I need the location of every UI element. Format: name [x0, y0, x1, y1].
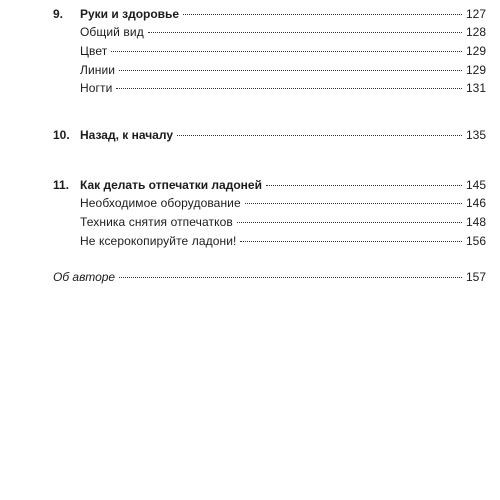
toc-section-row — [0, 43, 500, 59]
page-number: 129 — [465, 44, 486, 58]
section-title: Ногти — [80, 81, 113, 95]
toc-chapter-row — [0, 177, 500, 193]
dot-leader — [119, 69, 462, 71]
toc-section-row — [0, 233, 500, 249]
chapter-title: Руки и здоровье — [80, 7, 180, 21]
toc-entry — [80, 24, 486, 40]
dot-leader — [266, 184, 462, 186]
dot-leader — [148, 31, 462, 33]
section-title: Не ксерокопируйте ладони! — [80, 234, 237, 248]
dot-leader — [119, 276, 462, 278]
toc-entry — [80, 233, 486, 249]
page-number: 127 — [465, 7, 486, 21]
page-number: 145 — [465, 178, 486, 192]
toc-section-row — [0, 195, 500, 211]
page-number: 156 — [465, 234, 486, 248]
toc-entry — [80, 195, 486, 211]
page-number: 131 — [465, 81, 486, 95]
toc-section-row — [0, 24, 500, 40]
toc-entry — [80, 177, 486, 193]
chapter-number: 10. — [53, 128, 70, 142]
dot-leader — [183, 13, 462, 15]
toc-entry — [80, 80, 486, 96]
toc-chapter-row — [0, 127, 500, 143]
chapter-title: Как делать отпечатки ладоней — [80, 178, 262, 192]
dot-leader — [177, 134, 462, 136]
about-author-title: Об авторе — [53, 270, 116, 284]
toc-about-row — [0, 269, 500, 285]
toc-entry — [53, 269, 486, 285]
toc-chapter-row — [0, 6, 500, 22]
dot-leader — [237, 221, 462, 223]
dot-leader — [245, 202, 462, 204]
chapter-number: 11. — [53, 178, 70, 192]
toc-entry — [80, 43, 486, 59]
section-title: Необходимое оборудование — [80, 196, 241, 210]
page-number: 135 — [465, 128, 486, 142]
section-title: Цвет — [80, 44, 108, 58]
section-title: Линии — [80, 63, 116, 77]
page-number: 129 — [465, 63, 486, 77]
chapter-number: 9. — [53, 7, 64, 21]
toc-entry — [80, 6, 486, 22]
toc-entry — [80, 214, 486, 230]
page-number: 157 — [465, 270, 486, 284]
dot-leader — [116, 87, 462, 89]
dot-leader — [240, 240, 462, 242]
toc-entry — [80, 62, 486, 78]
section-title: Общий вид — [80, 25, 144, 39]
page-number: 148 — [465, 215, 486, 229]
toc-entry — [80, 127, 486, 143]
section-title: Техника снятия отпечатков — [80, 215, 233, 229]
toc-section-row — [0, 80, 500, 96]
page-number: 146 — [465, 196, 486, 210]
dot-leader — [111, 50, 462, 52]
toc-section-row — [0, 214, 500, 230]
page-number: 128 — [465, 25, 486, 39]
toc-section-row — [0, 62, 500, 78]
chapter-title: Назад, к началу — [80, 128, 173, 142]
